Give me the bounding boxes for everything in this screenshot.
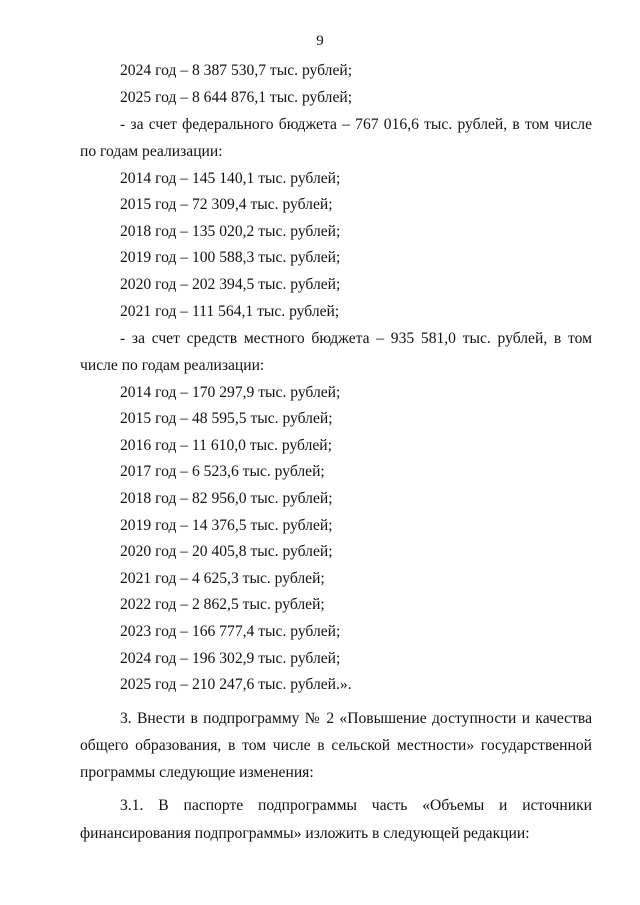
local-line: 2014 год – 170 297,9 тыс. рублей;	[120, 383, 341, 401]
federal-line: 2014 год – 145 140,1 тыс. рублей;	[120, 169, 341, 187]
local-line: 2017 год – 6 523,6 тыс. рублей;	[120, 463, 325, 481]
federal-line: 2018 год – 135 020,2 тыс. рублей;	[120, 222, 341, 240]
paragraph-3: 3. Внести в подпрограмму № 2 «Повышение доступности и качества общего образования, в том числе в сельской местности» государственной программы следующие изменения:	[80, 709, 592, 782]
local-line: 2024 год – 196 302,9 тыс. рублей;	[120, 649, 341, 667]
federal-line: 2015 год – 72 309,4 тыс. рублей;	[120, 196, 333, 214]
local-line: 2020 год – 20 405,8 тыс. рублей;	[120, 543, 333, 561]
federal-budget-intro: - за счет федерального бюджета – 767 016,6 тыс. рублей, в том числе по годам реализации:	[80, 116, 592, 161]
page-number: 9	[316, 33, 324, 49]
local-line: 2015 год – 48 595,5 тыс. рублей;	[120, 410, 333, 428]
local-line: 2016 год – 11 610,0 тыс. рублей;	[120, 436, 332, 454]
federal-line: 2019 год – 100 588,3 тыс. рублей;	[120, 249, 341, 267]
federal-line: 2021 год – 111 564,1 тыс. рублей;	[120, 302, 340, 320]
document-body	[80, 58, 592, 847]
local-budget-intro: - за счет средств местного бюджета – 935 581,0 тыс. рублей, в том числе по годам реализации:	[80, 330, 592, 375]
local-line: 2025 год – 210 247,6 тыс. рублей.».	[120, 676, 352, 694]
local-line: 2019 год – 14 376,5 тыс. рублей;	[120, 516, 333, 534]
federal-line: 2020 год – 202 394,5 тыс. рублей;	[120, 275, 341, 293]
local-line: 2022 год – 2 862,5 тыс. рублей;	[120, 596, 325, 614]
local-line: 2021 год – 4 625,3 тыс. рублей;	[120, 569, 325, 587]
local-line: 2023 год – 166 777,4 тыс. рублей;	[120, 622, 341, 640]
budget-line-2024: 2024 год – 8 387 530,7 тыс. рублей;	[120, 62, 353, 79]
paragraph-3-1: 3.1. В паспорте подпрограммы часть «Объемы и источники финансирования подпрограммы» изложить в следующей редакции:	[80, 797, 592, 842]
budget-line-2025: 2025 год – 8 644 876,1 тыс. рублей;	[120, 88, 353, 106]
local-line: 2018 год – 82 956,0 тыс. рублей;	[120, 489, 333, 507]
